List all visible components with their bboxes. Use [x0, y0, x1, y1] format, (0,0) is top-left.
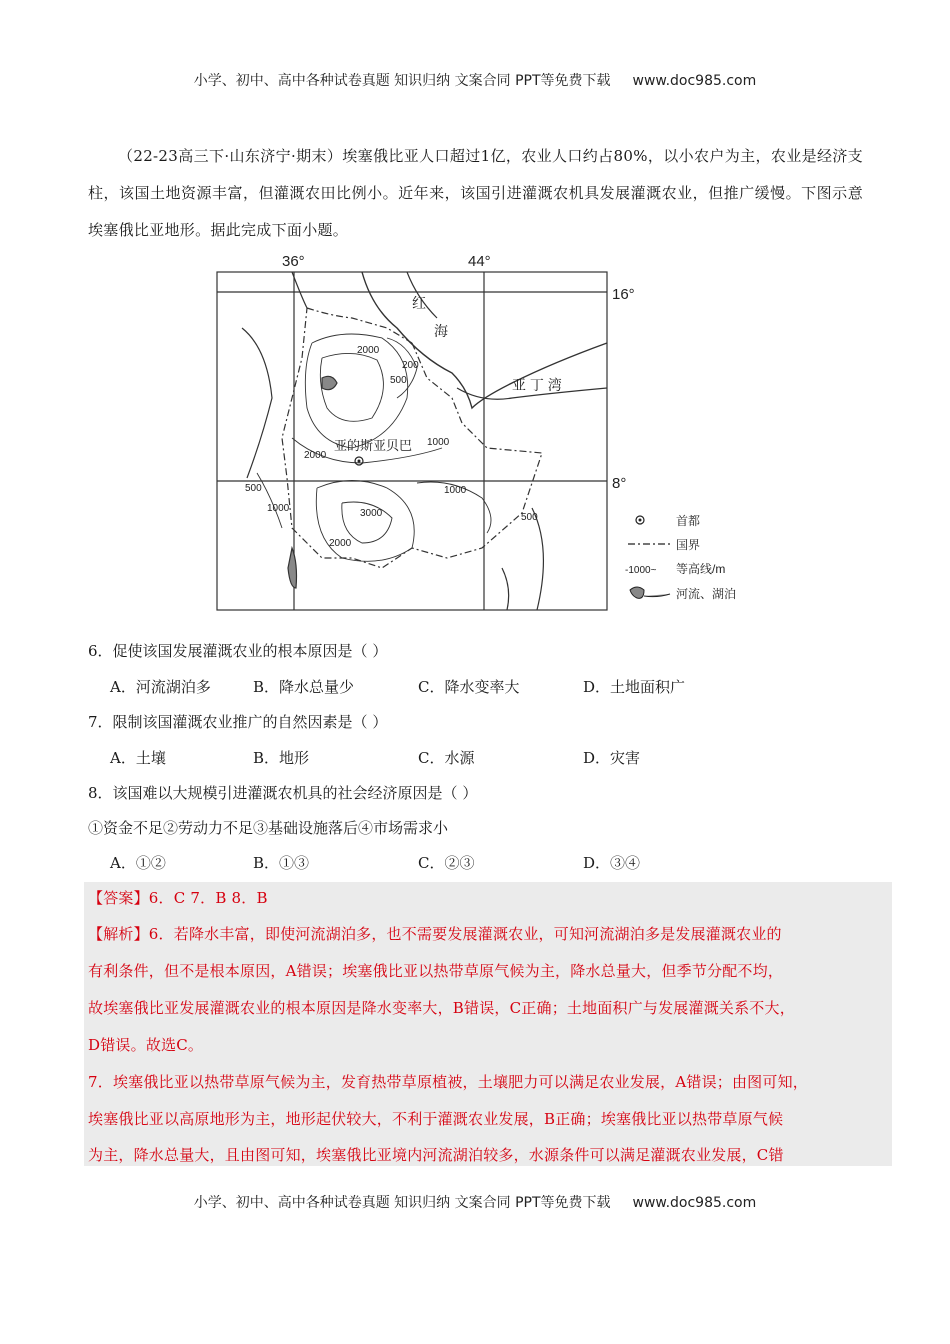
- q6-option-c: C．降水变率大: [418, 678, 520, 696]
- question-7-stem: 7．限制该国灌溉农业推广的自然因素是（ ）: [88, 713, 388, 731]
- explanation-line: 埃塞俄比亚以高原地形为主，地形起伏较大，不利于灌溉农业发展，B正确；埃塞俄比亚以热带草原气候: [88, 1110, 784, 1128]
- lat-label-8: 8°: [612, 475, 627, 492]
- explanation-line: 有利条件，但不是根本原因，A错误；埃塞俄比亚以热带草原气候为主，降水总量大，但季节分配不均，: [88, 962, 784, 980]
- lat-label-16: 16°: [612, 286, 635, 303]
- contour-label: 500: [521, 512, 538, 523]
- explanation-line: 故埃塞俄比亚发展灌溉农业的根本原因是降水变率大，B错误，C正确；土地面积广与发展灌溉关系不大，: [88, 999, 795, 1017]
- river-west: [242, 272, 307, 478]
- header-site[interactable]: www.doc985.com: [632, 73, 757, 89]
- q7-option-a: A．土壤: [110, 749, 166, 767]
- ethiopia-terrain-map: [212, 248, 752, 613]
- capital-dot: [358, 460, 361, 463]
- q6-option-a: A．河流湖泊多: [110, 678, 211, 696]
- question-8-stem: 8．该国难以大规模引进灌溉农机具的社会经济原因是（ ）: [88, 784, 478, 802]
- q8-option-d: D．③④: [583, 854, 641, 872]
- capital-label: 亚的斯亚贝巴: [334, 438, 413, 453]
- contour-label: 500: [390, 375, 407, 386]
- contour-label: 500: [245, 483, 262, 494]
- explanation-line: 为主，降水总量大，且由图可知，埃塞俄比亚境内河流湖泊较多，水源条件可以满足灌溉农业发展，C错: [88, 1146, 784, 1164]
- red-sea-char-1: 红: [412, 295, 426, 311]
- explanation-line: 【解析】6．若降水丰富，即使河流湖泊多，也不需要发展灌溉农业，可知河流湖泊多是发展灌溉农业的: [88, 925, 782, 943]
- legend-contour-symbol: -1000~: [625, 565, 657, 576]
- legend-contour-label: 等高线/m: [676, 562, 726, 576]
- legend-border-label: 国界: [676, 538, 701, 552]
- explanation-line: 7．埃塞俄比亚以热带草原气候为主，发育热带草原植被，土壤肥力可以满足农业发展，A错误；由图可知，: [88, 1073, 808, 1091]
- q7-option-d: D．灾害: [583, 749, 641, 767]
- q8-option-b: B．①③: [253, 854, 310, 872]
- contour-label: 3000: [360, 508, 383, 519]
- contour-2000-south: [316, 481, 414, 562]
- footer-site[interactable]: www.doc985.com: [632, 1195, 757, 1211]
- q6-option-d: D．土地面积广: [583, 678, 686, 696]
- contour-label: 1000: [444, 485, 467, 496]
- explanation-line: D错误。故选C。: [88, 1036, 204, 1054]
- header-text: 小学、初中、高中各种试卷真题 知识归纳 文案合同 PPT等免费下载: [193, 73, 611, 89]
- page-footer: [0, 1192, 950, 1212]
- q6-option-b: B．降水总量少: [253, 678, 355, 696]
- question-6-stem: 6．促使该国发展灌溉农业的根本原因是（ ）: [88, 642, 388, 660]
- contour-label: 2000: [329, 538, 352, 549]
- legend-river-label: 河流、湖泊: [676, 587, 737, 601]
- contour-label: 200: [402, 360, 419, 371]
- q7-option-b: B．地形: [253, 749, 310, 767]
- footer-text: 小学、初中、高中各种试卷真题 知识归纳 文案合同 PPT等免费下载: [193, 1195, 611, 1211]
- q7-option-c: C．水源: [418, 749, 475, 767]
- contour-label: 2000: [304, 450, 327, 461]
- river-south: [502, 508, 543, 610]
- gulf-label: 亚 丁 湾: [512, 377, 562, 393]
- answer-key: 【答案】6．C 7．B 8．B: [88, 889, 268, 907]
- contour-label: 1000: [267, 503, 290, 514]
- lake-tana: [322, 376, 337, 389]
- red-sea-char-2: 海: [434, 323, 448, 339]
- question-8-choices: ①资金不足②劳动力不足③基础设施落后④市场需求小: [88, 819, 449, 837]
- legend-capital-label: 首都: [676, 514, 701, 528]
- lon-label-44: 44°: [468, 253, 491, 270]
- page-header: [0, 70, 950, 90]
- legend-capital-dot: [639, 519, 642, 522]
- legend-river-symbol: [630, 587, 670, 598]
- lake-turkana: [288, 548, 297, 588]
- q8-option-c: C．②③: [418, 854, 475, 872]
- question-intro: （22-23高三下·山东济宁·期末）埃塞俄比亚人口超过1亿，农业人口约占80%，以小农户为主，农业是经济支柱，该国土地资源丰富，但灌溉农田比例小。近年来，该国引进灌溉农机具发展灌溉农业，但推广缓慢。下图示意埃塞俄比亚地形。据此完成下面小题。: [88, 147, 863, 239]
- contour-label: 2000: [357, 345, 380, 356]
- lon-label-36: 36°: [282, 253, 305, 270]
- contour-label: 1000: [427, 437, 450, 448]
- q8-option-a: A．①②: [110, 854, 166, 872]
